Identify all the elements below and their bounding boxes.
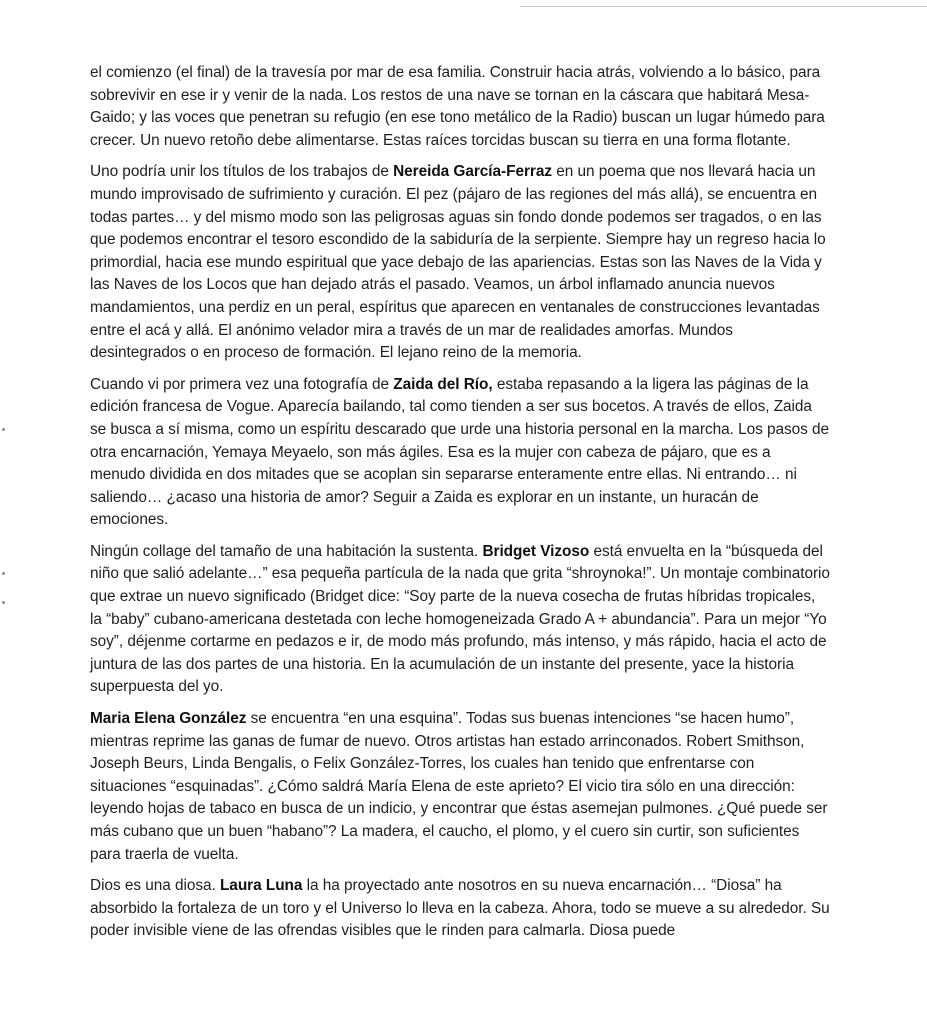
text-segment: la ha proyectado ante nosotros en su nueva encarnación… “Diosa” ha absorbido la fortaleza de un toro y el Universo lo lleva en la cabeza. Ahora, todo se mueve a su alrededor. Su poder invisible viene de las ofrendas visibles que le rinden para calmarla. Diosa puede	[90, 877, 830, 940]
body-text	[90, 62, 830, 952]
paragraph-bridget-vizoso	[90, 541, 830, 699]
paragraph-nereida-garcia-ferraz	[90, 161, 830, 364]
text-segment: en un poema que nos llevará hacia un mundo improvisado de sufrimiento y curación. El pez (pájaro de las regiones del más allá), se encuentra en todas partes… y del mismo modo son las peligrosas aguas sin fondo donde podemos ser tragados, o en las que podemos encontrar el tesoro escondido de la sabiduría de la serpiente. Siempre hay un regreso hacia lo primordial, hacia ese mundo espiritual que yace debajo de las apariencias. Estas son las Naves de la Vida y las Naves de los Locos que han dejado atrás el pasado. Veamos, un árbol inflamado anuncia nuevos mandamientos, una perdiz en un peral, espíritus que aparecen en ventanales de construcciones levantadas entre el acá y allá. El anónimo velador mira a través de un mar de realidades amorfas. Mundos desintegrados o en proceso de formación. El lejano reino de la memoria.	[90, 163, 826, 362]
paragraph-mesa-gaido	[90, 62, 830, 152]
paragraph-maria-elena-gonzalez	[90, 708, 830, 866]
artist-name: Zaida del Río,	[393, 375, 493, 393]
artist-name: Nereida García-Ferraz	[393, 163, 552, 181]
paragraph-laura-luna	[90, 875, 830, 943]
text-segment: está envuelta en la “búsqueda del niño que salió adelante…” esa pequeña partícula de la nada que grita “shroynoka!”. Un montaje combinatorio que extrae un nuevo significado (Bridget dice: “Soy parte de la nueva cosecha de frutas híbridas tropicales, la “baby” cubano-americana destetada con leche homogeneizada Grado A + abundancia”. Para un mejor “Yo soy”, déjenme cortarme en pedazos e ir, de modo más profundo, más intenso, y más rápido, hacia el acto de juntura de las dos partes de una historia. En la acumulación de un instante del presente, yace la historia superpuesta del yo.	[90, 542, 830, 696]
scan-speck	[2, 428, 5, 431]
scan-speck	[2, 601, 5, 604]
artist-name: Maria Elena González	[90, 710, 247, 728]
text-segment: Ningún collage del tamaño de una habitación la sustenta.	[90, 542, 483, 560]
text-segment: estaba repasando a la ligera las páginas de la edición francesa de Vogue. Aparecía bailando, tal como tienden a ser sus bocetos. A través de ellos, Zaida se busca a sí misma, como un espíritu descarado que urde una historia personal en la marcha. Los pasos de otra encarnación, Yemaya Meyaelo, son más ágiles. Esa es la mujer con cabeza de pájaro, que es a menudo dividida en dos mitades que se acoplan sin separarse enteramente entre ellas. Ni entrando… ni saliendo… ¿acaso una historia de amor? Seguir a Zaida es explorar en un instante, un huracán de emociones.	[90, 375, 830, 529]
scan-speck	[2, 572, 5, 575]
text-segment: se encuentra “en una esquina”. Todas sus buenas intenciones “se hacen humo”, mientras reprime las ganas de fumar de nuevo. Otros artistas han estado arrinconados. Robert Smithson, Joseph Beurs, Linda Bengalis, o Felix González-Torres, los cuales han tenido que enfrentarse con situaciones “esquinadas”. ¿Cómo saldrá María Elena de este aprieto? El vicio tira sólo en una dirección: leyendo hojas de tabaco en busca de un indicio, y encontrar que éstas asemejan pulmones. ¿Qué puede ser más cubano que un buen “habano”? La madera, el caucho, el plomo, y el cuero sin curtir, son suficientes para traerla de vuelta.	[90, 710, 828, 863]
text-segment: Uno podría unir los títulos de los trabajos de	[90, 163, 394, 181]
text-segment: Dios es una diosa.	[90, 877, 220, 895]
text-segment: Cuando vi por primera vez una fotografía de	[90, 375, 394, 393]
scan-edge-line	[520, 6, 927, 7]
artist-name: Laura Luna	[219, 877, 303, 895]
artist-name: Bridget Vizoso	[482, 542, 590, 560]
text-segment: el comienzo (el final) de la travesía por mar de esa familia. Construir hacia atrás, volviendo a lo básico, para sobrevivir en ese ir y venir de la nada. Los restos de una nave se tornan en la cáscara que habitará Mesa-Gaido; y las voces que penetran su refugio (en ese tono metálico de la Radio) buscan un lugar húmedo para crecer. Un nuevo retoño debe alimentarse. Estas raíces torcidas buscan su tierra en una forma flotante.	[90, 64, 825, 149]
paragraph-zaida-del-rio	[90, 374, 830, 532]
